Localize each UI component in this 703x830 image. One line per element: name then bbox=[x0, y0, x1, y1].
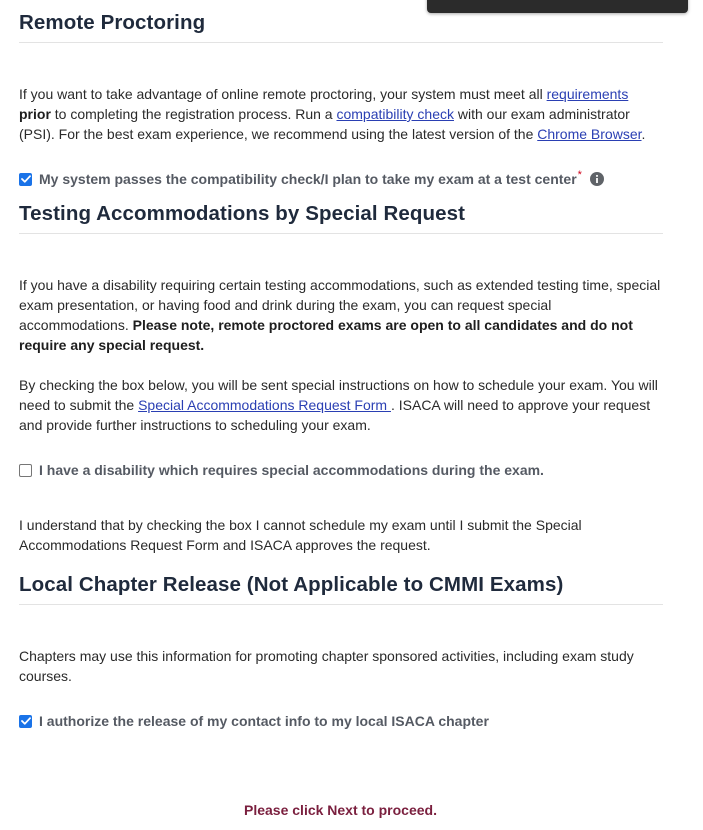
compatibility-check-link[interactable]: compatibility check bbox=[336, 106, 454, 122]
accommodations-acknowledgement bbox=[19, 515, 663, 555]
required-indicator: * bbox=[577, 169, 582, 181]
accommodations-checkbox[interactable] bbox=[19, 464, 32, 477]
section-title-accommodations: Testing Accommodations by Special Request bbox=[19, 202, 466, 225]
accommodations-description bbox=[19, 275, 663, 355]
remote-proctoring-section bbox=[19, 10, 663, 43]
section-title-chapter-release: Local Chapter Release (Not Applicable to CMMI Exams) bbox=[19, 573, 564, 596]
chapter-release-section bbox=[19, 572, 663, 605]
info-icon[interactable] bbox=[590, 172, 604, 186]
checkmark-icon bbox=[21, 175, 31, 183]
section-divider bbox=[19, 42, 663, 43]
accommodations-checkbox-label[interactable]: I have a disability which requires special accommodations during the exam. bbox=[39, 462, 544, 478]
chapter-release-checkbox-row bbox=[19, 712, 663, 730]
compatibility-checkbox-label[interactable]: My system passes the compatibility check/I plan to take my exam at a test center* bbox=[39, 169, 582, 187]
chapter-release-checkbox[interactable] bbox=[19, 715, 32, 728]
prior-bold: prior bbox=[19, 106, 51, 122]
requirements-link[interactable]: requirements bbox=[546, 86, 629, 102]
chapter-release-checkbox-label[interactable]: I authorize the release of my contact info to my local ISACA chapter bbox=[39, 713, 489, 729]
accommodations-instructions bbox=[19, 375, 663, 435]
section-divider bbox=[19, 233, 663, 234]
section-title-remote-proctoring: Remote Proctoring bbox=[19, 11, 206, 34]
remote-proctored-note: Please note, remote proctored exams are open to all candidates and do not require any special request. bbox=[19, 317, 633, 353]
section-divider bbox=[19, 604, 663, 605]
chapter-release-description bbox=[19, 646, 663, 686]
compatibility-checkbox[interactable] bbox=[19, 173, 32, 186]
remote-proctoring-text: If you want to take advantage of online remote proctoring, your system must meet all requirements prior to completing the registration process. Run a compatibility check with our exam administrator (PSI). For the best exam experience, we recommend using the latest version of the Chrome Browser. bbox=[19, 86, 646, 142]
remote-proctoring-description bbox=[19, 84, 663, 144]
accommodations-checkbox-row bbox=[19, 461, 663, 479]
accommodations-section bbox=[19, 201, 663, 234]
checkmark-icon bbox=[21, 717, 31, 725]
accommodations-paragraph-1: If you have a disability requiring certain testing accommodations, such as extended testing time, special exam presentation, or having food and drink during the exam, you can request special accommodations. Please note, remote proctored exams are open to all candidates and do not require any special request. bbox=[19, 277, 661, 353]
proceed-instruction: Please click Next to proceed. bbox=[244, 802, 437, 818]
compatibility-checkbox-row bbox=[19, 170, 663, 188]
chrome-browser-link[interactable]: Chrome Browser bbox=[537, 126, 642, 142]
chapter-release-text: Chapters may use this information for promoting chapter sponsored activities, including exam study courses. bbox=[19, 648, 634, 684]
special-accommodations-form-link[interactable]: Special Accommodations Request Form bbox=[138, 397, 391, 413]
accommodations-paragraph-3: I understand that by checking the box I cannot schedule my exam until I submit the Special Accommodations Request Form and ISACA approves the request. bbox=[19, 517, 582, 553]
accommodations-paragraph-2: By checking the box below, you will be sent special instructions on how to schedule your exam. You will need to submit the Special Accommodations Request Form . ISACA will need to approve your request and provide further instructions to scheduling your exam. bbox=[19, 377, 658, 433]
